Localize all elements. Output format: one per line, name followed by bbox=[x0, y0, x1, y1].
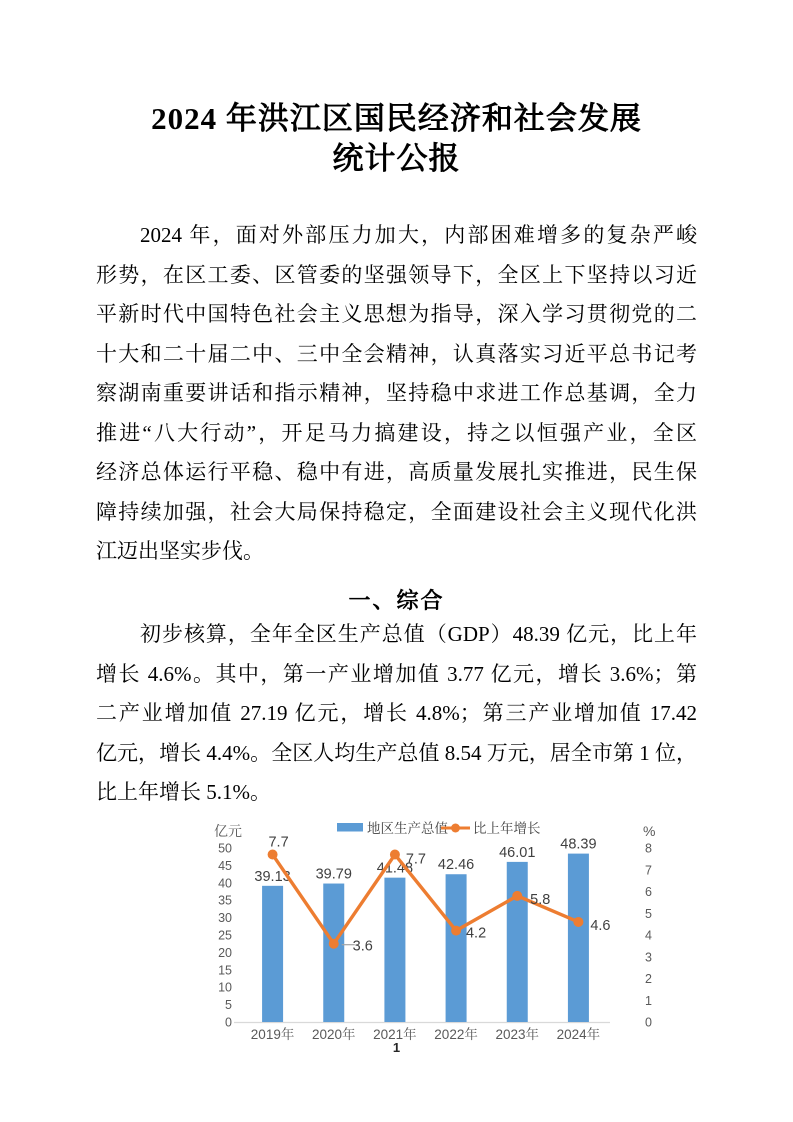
section-heading-overview: 一、综合 bbox=[348, 588, 445, 613]
growth-line-marker bbox=[390, 850, 400, 860]
gdp-bar bbox=[568, 854, 589, 1022]
gdp-bar-label: 39.79 bbox=[315, 866, 352, 883]
legend-bar-swatch bbox=[337, 823, 363, 832]
growth-line-marker bbox=[268, 850, 278, 860]
paragraph-line: 障持续加强，社会大局保持稳定，全面建设社会主义现代化洪 bbox=[96, 499, 697, 524]
left-axis-tick: 15 bbox=[218, 963, 232, 978]
legend-line-marker bbox=[451, 824, 460, 833]
intro-paragraph bbox=[96, 216, 697, 572]
paragraph-line: 十大和二十届二中、三中全会精神，认真落实习近平总书记考 bbox=[96, 341, 697, 366]
growth-line-label: 4.2 bbox=[465, 925, 487, 942]
gdp-bar-label: 42.46 bbox=[437, 857, 475, 874]
paragraph-line: 经济总体运行平稳、稳中有进，高质量发展扎实推进，民生保 bbox=[96, 460, 697, 484]
growth-line-marker bbox=[451, 926, 461, 936]
left-axis-tick: 25 bbox=[218, 928, 232, 943]
page-number: 1 bbox=[392, 1040, 401, 1055]
x-axis-category-label: 2022年 bbox=[434, 1027, 478, 1042]
paragraph-line: 推进“八大行动”，开足马力搞建设，持之以恒强产业，全区 bbox=[96, 420, 697, 445]
gdp-combo-chart-svg bbox=[192, 812, 662, 1052]
x-axis-category-label: 2021年 bbox=[373, 1027, 417, 1042]
right-axis-tick: 0 bbox=[645, 1015, 652, 1030]
right-axis-tick: 2 bbox=[645, 972, 652, 986]
left-axis-tick: 35 bbox=[218, 893, 232, 908]
x-axis-category-label: 2024年 bbox=[556, 1027, 601, 1042]
paragraph-line: 江迈出坚实步伐。 bbox=[96, 539, 264, 563]
gdp-bar-label: 48.39 bbox=[560, 836, 597, 853]
gdp-bar-label: 39.13 bbox=[254, 868, 291, 885]
paragraph-line: 亿元，增长 4.4%。全区人均生产总值 8.54 万元，居全市第 1 位， bbox=[96, 740, 697, 765]
x-axis-category-label: 2023年 bbox=[495, 1027, 540, 1042]
growth-line-label: 7.7 bbox=[268, 834, 289, 851]
left-axis-tick: 20 bbox=[218, 945, 232, 960]
legend-line-label: 比上年增长 bbox=[473, 821, 541, 836]
paragraph-line: 察湖南重要讲话和指示精神，坚持稳中求进工作总基调，全力 bbox=[96, 381, 697, 405]
gdp-bar bbox=[446, 874, 467, 1022]
paragraph-line: 形势，在区工委、区管委的坚强领导下，全区上下坚持以习近 bbox=[96, 262, 697, 287]
gdp-bar bbox=[262, 886, 283, 1022]
right-axis-tick: 1 bbox=[645, 993, 652, 1008]
left-axis-tick: 50 bbox=[218, 841, 232, 856]
left-axis-tick: 10 bbox=[218, 980, 232, 995]
left-axis-tick: 30 bbox=[218, 911, 232, 926]
left-axis-tick: 45 bbox=[218, 858, 232, 873]
paragraph-line: 增长 4.6%。其中，第一产业增加值 3.77 亿元，增长 3.6%；第 bbox=[96, 661, 697, 686]
growth-line-label: 3.6 bbox=[352, 938, 373, 955]
left-axis-tick: 40 bbox=[218, 876, 232, 891]
right-axis-tick: 8 bbox=[645, 841, 652, 856]
paragraph-line: 二产业增加值 27.19 亿元，增长 4.8%；第三产业增加值 17.42 bbox=[96, 701, 697, 725]
left-axis-tick: 5 bbox=[225, 998, 232, 1013]
gdp-paragraph bbox=[96, 615, 697, 813]
gdp-bar-label: 46.01 bbox=[499, 844, 536, 861]
left-axis-title: 亿元 bbox=[214, 823, 242, 839]
document-title-line1: 2024 年洪江区国民经济和社会发展 bbox=[151, 101, 642, 136]
growth-line-marker bbox=[573, 917, 583, 927]
right-axis-tick: 6 bbox=[645, 885, 652, 899]
gdp-bar bbox=[323, 884, 344, 1022]
x-axis-category-label: 2020年 bbox=[311, 1027, 356, 1042]
gdp-bar-label: 41.48 bbox=[376, 860, 414, 877]
growth-line-label: 4.6 bbox=[590, 917, 611, 934]
left-axis-tick: 0 bbox=[225, 1015, 232, 1030]
document-title bbox=[0, 99, 793, 179]
gdp-combo-chart bbox=[192, 812, 662, 1052]
right-axis-tick: 3 bbox=[645, 950, 652, 965]
right-axis-tick: 7 bbox=[645, 863, 652, 878]
paragraph-line: 初步核算，全年全区生产总值（GDP）48.39 亿元，比上年 bbox=[140, 622, 697, 646]
paragraph-line: 平新时代中国特色社会主义思想为指导，深入学习贯彻党的二 bbox=[96, 302, 697, 326]
growth-line-marker bbox=[329, 939, 339, 949]
paragraph-line: 比上年增长 5.1%。 bbox=[96, 780, 271, 804]
right-axis-tick: 4 bbox=[645, 928, 652, 943]
right-axis-title: % bbox=[643, 823, 656, 839]
right-axis-tick: 5 bbox=[645, 906, 652, 921]
legend-bar-label: 地区生产总值 bbox=[367, 821, 448, 836]
paragraph-line: 2024 年，面对外部压力加大，内部困难增多的复杂严峻 bbox=[140, 223, 697, 247]
document-title-line2: 统计公报 bbox=[332, 141, 461, 176]
gdp-bar bbox=[384, 878, 405, 1022]
gdp-bar bbox=[507, 862, 528, 1022]
growth-line-label: 7.7 bbox=[405, 851, 427, 868]
growth-line-marker bbox=[512, 891, 522, 901]
x-axis-category-label: 2019年 bbox=[250, 1027, 295, 1042]
growth-line-label: 5.8 bbox=[530, 891, 551, 908]
